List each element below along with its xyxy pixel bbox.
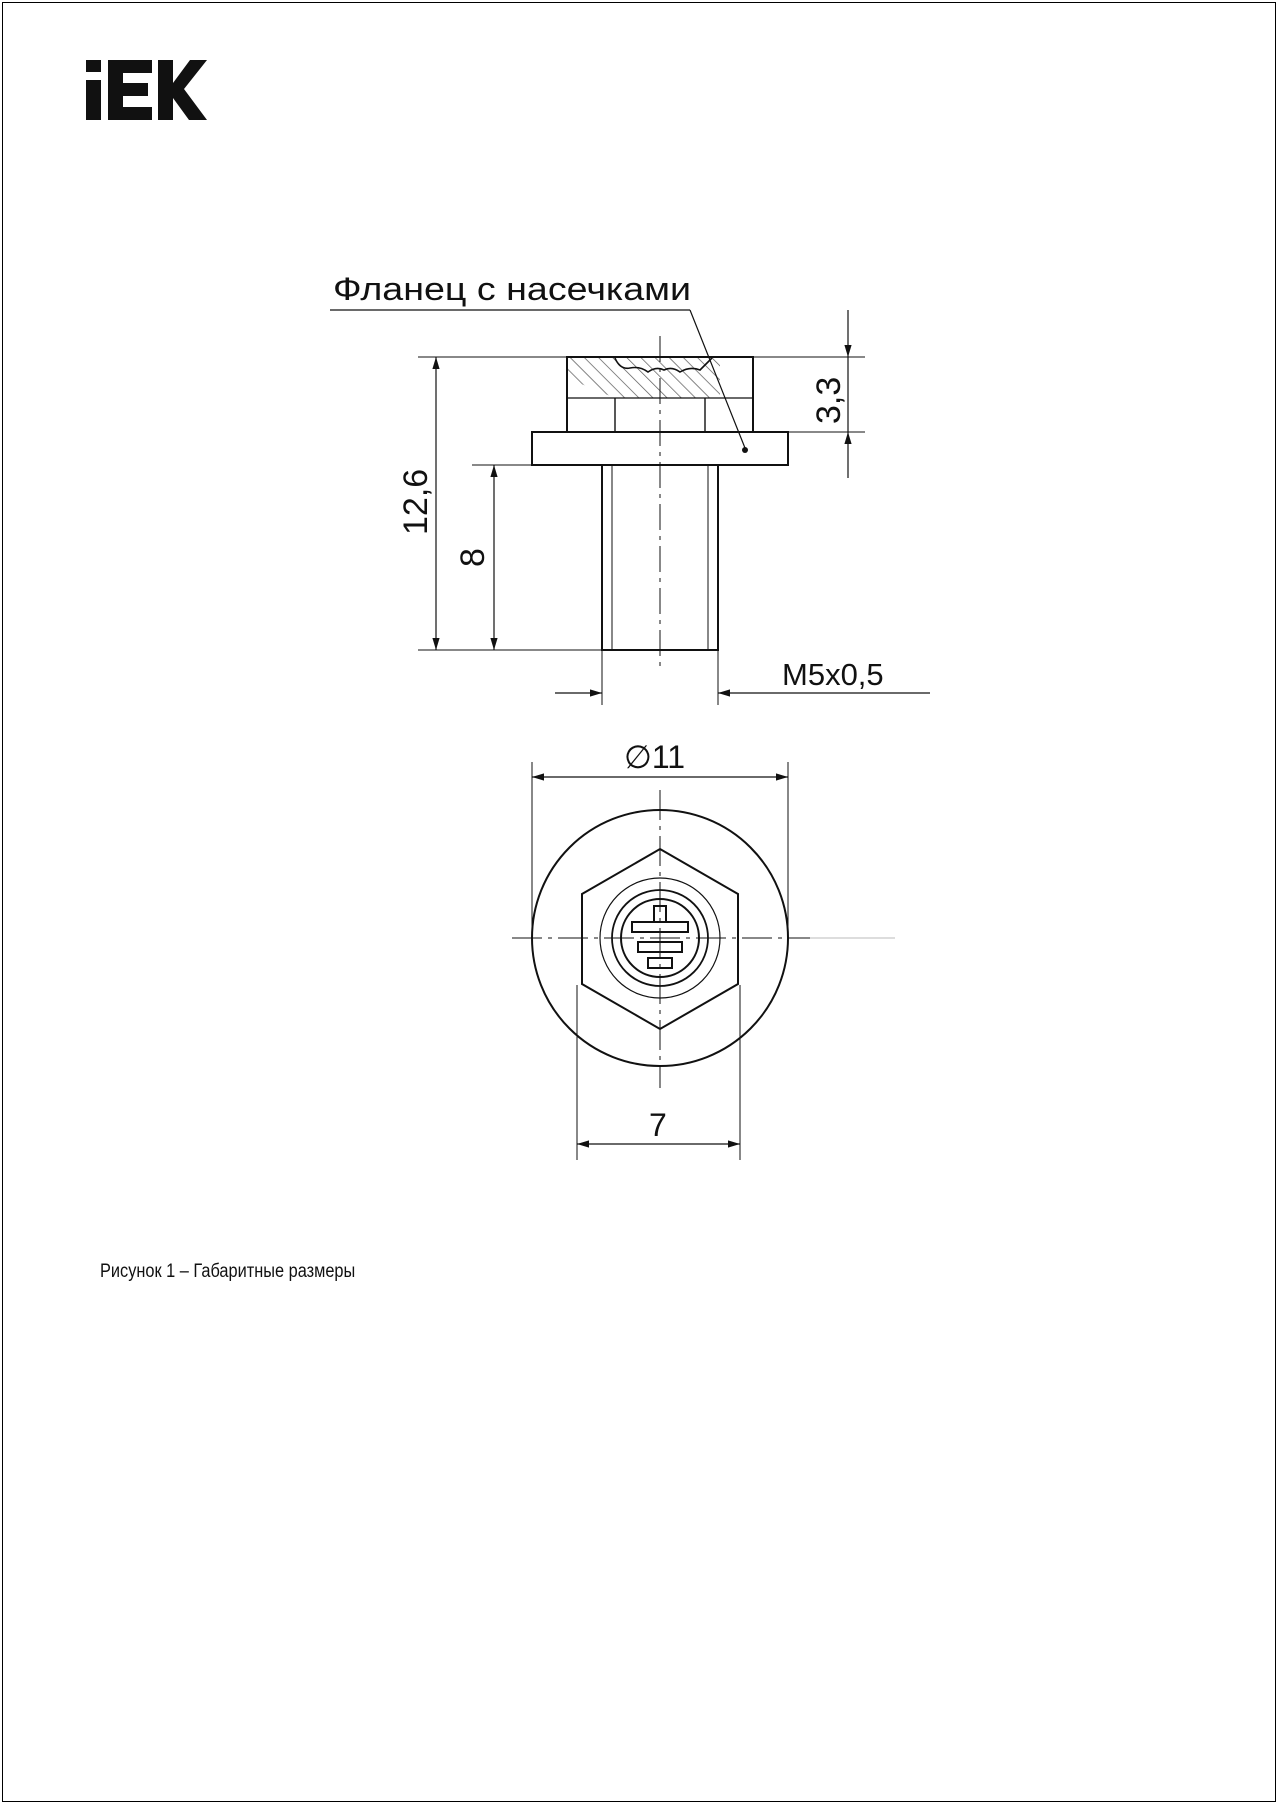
callout-label: Фланец с насечками xyxy=(333,271,691,307)
dim-hex-size: 7 xyxy=(649,1107,667,1143)
dim-total-height: 12,6 xyxy=(397,468,435,535)
dim-shank-length: 8 xyxy=(454,548,492,567)
head-hatch xyxy=(567,358,720,398)
figure-caption: Рисунок 1 – Габаритные размеры xyxy=(100,1261,356,1282)
dim-thread: M5x0,5 xyxy=(782,657,884,692)
dim-head-height: 3,3 xyxy=(810,376,848,424)
dim-flange-diameter: ∅11 xyxy=(624,739,686,775)
